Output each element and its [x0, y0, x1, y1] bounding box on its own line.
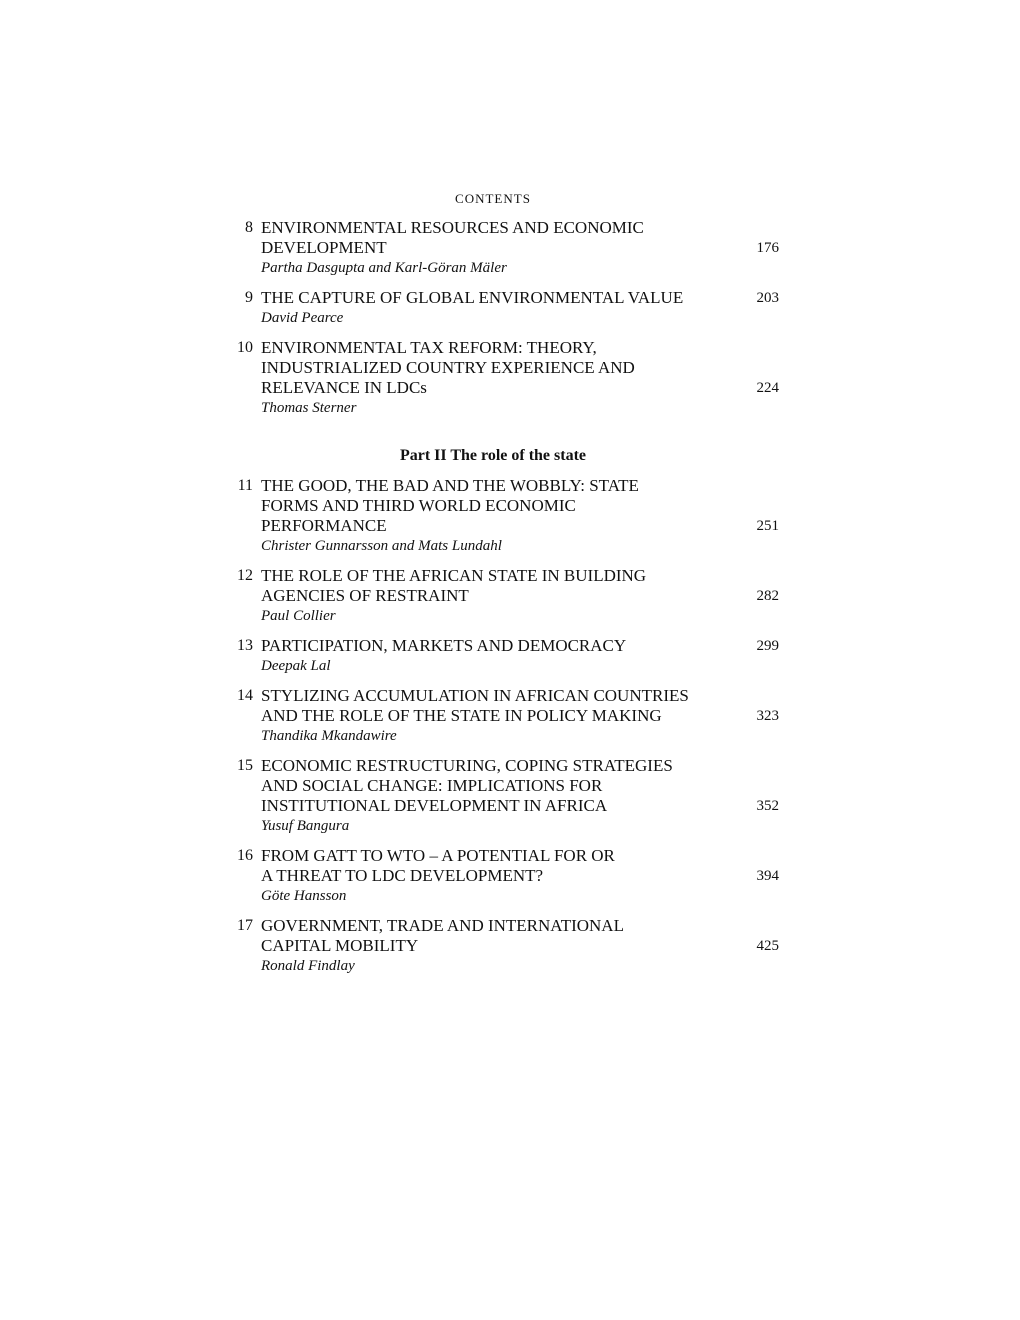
chapter-author: Deepak Lal: [261, 658, 331, 674]
page-number: 176: [756, 240, 779, 256]
page-number: 282: [756, 588, 779, 604]
chapter-title-line: [261, 846, 781, 866]
chapter-author: Thandika Mkandawire: [261, 728, 397, 744]
chapter-title-line: [261, 238, 781, 258]
chapter-number: 15: [237, 757, 253, 774]
chapter-title-text: A THREAT TO LDC DEVELOPMENT?: [261, 866, 544, 885]
chapter-title-text: PARTICIPATION, MARKETS AND DEMOCRACY: [261, 636, 627, 655]
chapter-number: 10: [237, 339, 253, 356]
chapter-title-text: INSTITUTIONAL DEVELOPMENT IN AFRICA: [261, 796, 608, 815]
chapter-title-line: [261, 378, 781, 398]
chapter-title-text: AGENCIES OF RESTRAINT: [261, 586, 469, 605]
chapter-title-line: [261, 916, 781, 936]
part-heading: Part II The role of the state: [399, 447, 587, 464]
chapter-title-text: RELEVANCE IN LDCs: [261, 378, 427, 397]
running-header: CONTENTS: [455, 191, 531, 206]
chapter-number: 8: [245, 219, 253, 236]
chapter-number: 14: [237, 687, 253, 704]
page-number: 299: [756, 638, 779, 654]
chapter-title-text: GOVERNMENT, TRADE AND INTERNATIONAL: [261, 916, 624, 935]
chapter-title-text: ENVIRONMENTAL TAX REFORM: THEORY,: [261, 338, 597, 357]
chapter-title-text: PERFORMANCE: [261, 516, 387, 535]
chapter-title-line: [261, 686, 781, 706]
chapter-author: Ronald Findlay: [261, 958, 355, 974]
chapter-title-line: [261, 636, 781, 656]
chapter-author: Yusuf Bangura: [261, 818, 350, 834]
chapter-author: Christer Gunnarsson and Mats Lundahl: [261, 538, 502, 554]
chapter-number: 16: [237, 847, 253, 864]
page-number: 251: [756, 518, 779, 534]
chapter-title-text: STYLIZING ACCUMULATION IN AFRICAN COUNTRIES: [261, 686, 689, 705]
page-number: 425: [756, 938, 779, 954]
chapter-title-line: [261, 218, 781, 238]
chapter-title-text: INDUSTRIALIZED COUNTRY EXPERIENCE AND: [261, 358, 635, 377]
chapter-title-text: THE CAPTURE OF GLOBAL ENVIRONMENTAL VALUE: [261, 288, 684, 307]
chapter-title-text: CAPITAL MOBILITY: [261, 936, 419, 955]
chapter-title-line: [261, 936, 781, 956]
page-number: 224: [756, 380, 779, 396]
chapter-title-text: THE GOOD, THE BAD AND THE WOBBLY: STATE: [261, 476, 639, 495]
page-number: 394: [756, 868, 779, 884]
chapter-number: 13: [237, 637, 253, 654]
chapter-title-text: ECONOMIC RESTRUCTURING, COPING STRATEGIES: [261, 756, 673, 775]
chapter-number: 9: [245, 289, 253, 306]
chapter-title-line: [261, 776, 781, 796]
chapter-title-line: [261, 796, 781, 816]
chapter-title-line: [261, 476, 781, 496]
chapter-title-text: THE ROLE OF THE AFRICAN STATE IN BUILDING: [261, 566, 647, 585]
chapter-title-line: [261, 338, 781, 358]
chapter-title-text: ENVIRONMENTAL RESOURCES AND ECONOMIC: [261, 218, 644, 237]
chapter-author: Göte Hansson: [261, 888, 347, 904]
chapter-title-line: [261, 566, 781, 586]
chapter-title-line: [261, 358, 781, 378]
chapter-title-text: FORMS AND THIRD WORLD ECONOMIC: [261, 496, 576, 515]
chapter-title-text: AND THE ROLE OF THE STATE IN POLICY MAKING: [261, 706, 662, 725]
chapter-number: 11: [237, 477, 253, 494]
chapter-number: 17: [237, 917, 253, 934]
chapter-title-line: [261, 866, 781, 886]
chapter-title-text: AND SOCIAL CHANGE: IMPLICATIONS FOR: [261, 776, 603, 795]
chapter-title-line: [261, 586, 781, 606]
chapter-title-line: [261, 756, 781, 776]
chapter-title-text: DEVELOPMENT: [261, 238, 387, 257]
chapter-author: Thomas Sterner: [261, 400, 357, 416]
chapter-title-line: [261, 496, 781, 516]
chapter-author: Paul Collier: [261, 608, 336, 624]
page-number: 203: [756, 290, 779, 306]
page-number: 323: [756, 708, 779, 724]
page-number: 352: [756, 798, 779, 814]
chapter-title-text: FROM GATT TO WTO – A POTENTIAL FOR OR: [261, 846, 615, 865]
chapter-author: David Pearce: [261, 310, 344, 326]
chapter-title-line: [261, 288, 781, 308]
chapter-author: Partha Dasgupta and Karl-Göran Mäler: [261, 260, 507, 276]
chapter-title-line: [261, 706, 781, 726]
chapter-number: 12: [237, 567, 253, 584]
chapter-title-line: [261, 516, 781, 536]
